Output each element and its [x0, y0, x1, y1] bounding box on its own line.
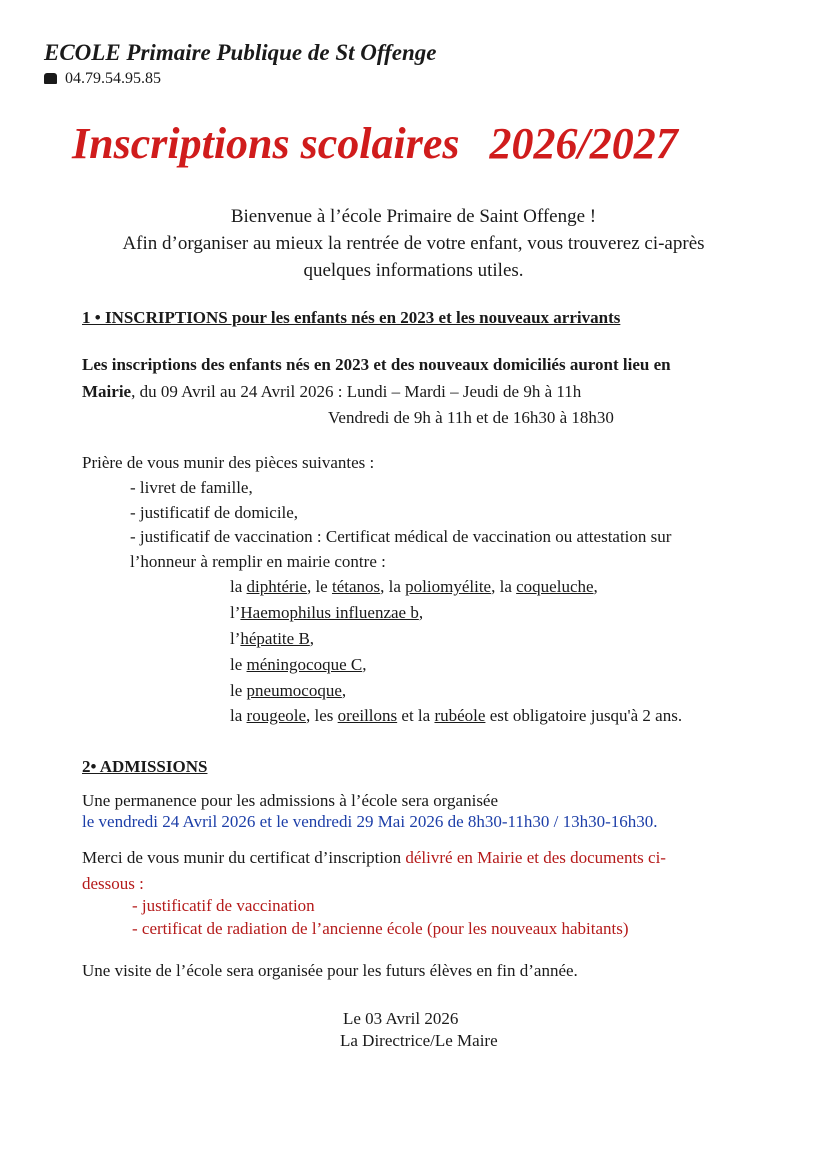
page-title [72, 118, 678, 169]
text-fragment: le [230, 655, 247, 674]
text-fragment: , les [306, 706, 338, 725]
vaccine-line-2 [230, 603, 423, 623]
intro-line-3: quelques informations utiles. [303, 260, 524, 281]
admission-dates: le vendredi 24 Avril 2026 et le vendredi 29 Mai 2026 de 8h30-11h30 / 13h30-16h30. [82, 812, 658, 831]
disease-rubeole: rubéole [434, 706, 486, 725]
signature-signer: La Directrice/Le Maire [340, 1031, 498, 1050]
text-fragment: Merci de vous munir du certificat d’inscription [82, 848, 406, 867]
disease-hepatite: hépatite B [240, 629, 310, 648]
text-fragment: , [362, 655, 367, 674]
section-2-heading: 2• ADMISSIONS [82, 757, 208, 776]
intro-line-1: Bienvenue à l’école Primaire de Saint Offenge ! [230, 206, 597, 227]
disease-rougeole: rougeole [246, 706, 307, 725]
mairie-delivery-note: délivré en Mairie et des documents ci- [405, 848, 666, 867]
telephone-icon [44, 73, 57, 84]
disease-pneumocoque: pneumocoque [246, 681, 342, 700]
text-fragment: la [230, 577, 247, 596]
disease-meningocoque: méningocoque C [246, 655, 363, 674]
vaccine-line-1 [230, 577, 598, 597]
text-fragment: , la [380, 577, 406, 596]
vaccine-line-5 [230, 681, 346, 701]
text-fragment: , [309, 629, 315, 648]
piece-item-continued: l’honneur à remplir en mairie contre : [130, 552, 386, 571]
text-fragment: , la [491, 577, 517, 596]
piece-item: - justificatif de domicile, [130, 503, 299, 522]
admission-line-4: dessous : [82, 874, 144, 893]
pieces-intro: Prière de vous munir des pièces suivantes : [82, 453, 375, 472]
disease-coqueluche: coqueluche [516, 577, 594, 596]
text-fragment: la [230, 706, 247, 725]
disease-poliomyelite: poliomyélite [405, 577, 492, 596]
phone-line [44, 70, 161, 88]
admission-line-1: Une permanence pour les admissions à l’école sera organisée [82, 791, 499, 810]
vaccine-line-4 [230, 655, 366, 675]
visit-note: Une visite de l’école sera organisée pour les futurs élèves en fin d’année. [82, 961, 578, 980]
school-name: ECOLE Primaire Publique de St Offenge [44, 40, 437, 65]
inscription-line-3: Vendredi de 9h à 11h et de 16h30 à 18h30 [328, 408, 614, 427]
disease-oreillons: oreillons [337, 706, 398, 725]
text-fragment: l’ [230, 603, 241, 622]
inscription-line-2 [82, 382, 581, 402]
disease-haemophilus: Haemophilus influenzae b [240, 603, 419, 622]
vaccine-line-3 [230, 629, 314, 649]
piece-item: - livret de famille, [130, 478, 253, 497]
text-fragment: , [418, 603, 424, 622]
text-fragment: , [593, 577, 598, 596]
disease-tetanos: tétanos [331, 577, 381, 596]
title-text: Inscriptions scolaires [72, 119, 460, 168]
signature-date: Le 03 Avril 2026 [343, 1009, 459, 1028]
title-year: 2026/2027 [489, 119, 678, 168]
text-fragment: , [341, 681, 347, 700]
vaccine-line-6 [230, 706, 682, 726]
section-1-heading: 1 • INSCRIPTIONS pour les enfants nés en 2023 et les nouveaux arrivants [82, 308, 621, 327]
text-fragment: est obligatoire jusqu'à 2 ans. [485, 706, 683, 725]
text-fragment: , le [306, 577, 332, 596]
intro-line-2: Afin d’organiser au mieux la rentrée de votre enfant, vous trouverez ci-après [122, 233, 705, 254]
inscription-dates: , du 09 Avril au 24 Avril 2026 : Lundi – Mardi – Jeudi de 9h à 11h [131, 382, 582, 401]
disease-diphterie: diphtérie [246, 577, 307, 596]
document-item: - certificat de radiation de l’ancienne école (pour les nouveaux habitants) [132, 919, 629, 938]
document-item: - justificatif de vaccination [132, 896, 315, 915]
mairie-label: Mairie [82, 382, 132, 401]
piece-item: - justificatif de vaccination : Certificat médical de vaccination ou attestation sur [130, 527, 672, 546]
inscription-line-1: Les inscriptions des enfants nés en 2023 et des nouveaux domiciliés auront lieu en [82, 355, 671, 374]
text-fragment: et la [397, 706, 435, 725]
phone-number: 04.79.54.95.85 [65, 70, 161, 87]
text-fragment: le [230, 681, 247, 700]
admission-line-3 [82, 848, 666, 868]
text-fragment: l’ [230, 629, 241, 648]
